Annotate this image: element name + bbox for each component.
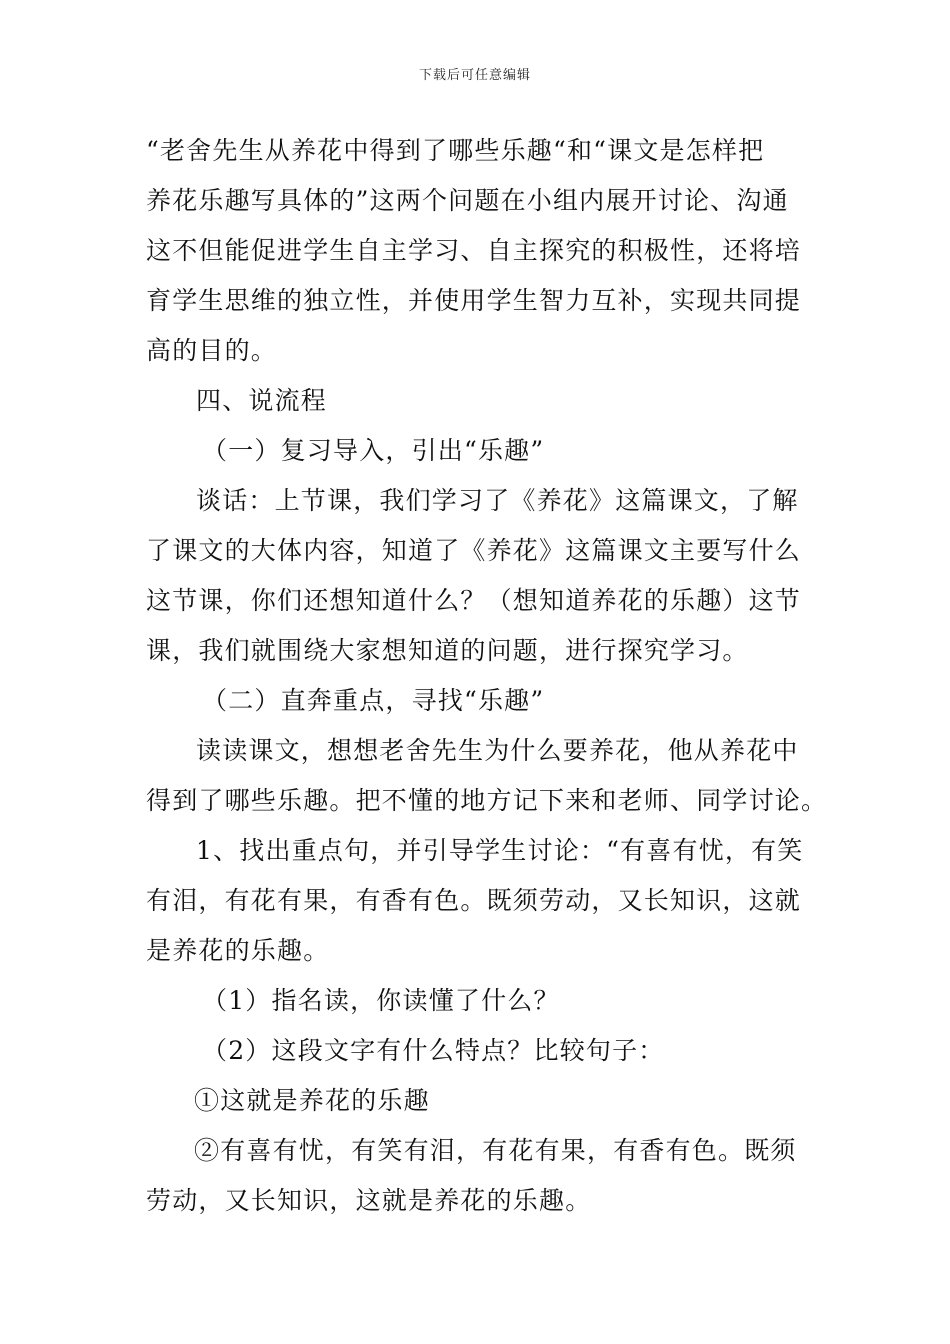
paragraph-line: 这节课，你们还想知道什么？（想知道养花的乐趣）这节 xyxy=(146,586,802,615)
paragraph-line: 谈话：上节课，我们学习了《养花》这篇课文，了解 xyxy=(196,486,799,515)
paragraph-line: “老舍先生从养花中得到了哪些乐趣“和“课文是怎样把 xyxy=(146,136,765,165)
page-header-note: 下载后可任意编辑 xyxy=(418,68,531,83)
paragraph-line: 读读课文，想想老舍先生为什么要养花，他从养花中 xyxy=(196,736,799,765)
paragraph-line: 高的目的。 xyxy=(146,336,278,365)
paragraph-line: 有泪，有花有果，有香有色。既须劳动，又长知识，这就 xyxy=(146,886,802,915)
section-heading: 四、说流程 xyxy=(196,386,328,415)
paragraph-line: 劳动，又长知识，这就是养花的乐趣。 xyxy=(146,1186,592,1215)
paragraph-line: 了课文的大体内容，知道了《养花》这篇课文主要写什么 xyxy=(146,536,802,565)
list-item: ②有喜有忧，有笑有泪，有花有果，有香有色。既须 xyxy=(194,1136,797,1165)
subsection-heading: （二）直奔重点，寻找“乐趣” xyxy=(202,686,545,715)
subsection-heading: （一）复习导入，引出“乐趣” xyxy=(202,436,545,465)
paragraph-line: 养花乐趣写具体的”这两个问题在小组内展开讨论、沟通 xyxy=(146,186,789,215)
list-item: （2）这段文字有什么特点？比较句子： xyxy=(202,1036,665,1065)
paragraph-line: 得到了哪些乐趣。把不懂的地方记下来和老师、同学讨论。 xyxy=(146,786,828,815)
paragraph-line: 育学生思维的独立性，并使用学生智力互补，实现共同提 xyxy=(146,286,802,315)
document-body xyxy=(146,126,828,1226)
paragraph-line: 是养花的乐趣。 xyxy=(146,936,330,965)
paragraph-line: 课，我们就围绕大家想知道的问题，进行探究学习。 xyxy=(146,636,749,665)
list-item: （1）指名读，你读懂了什么？ xyxy=(202,986,560,1015)
paragraph-line: 这不但能促进学生自主学习、自主探究的积极性，还将培 xyxy=(146,236,802,265)
list-item: ①这就是养花的乐趣 xyxy=(194,1086,430,1115)
list-item: 1、找出重点句，并引导学生讨论：“有喜有忧，有笑 xyxy=(196,836,804,865)
